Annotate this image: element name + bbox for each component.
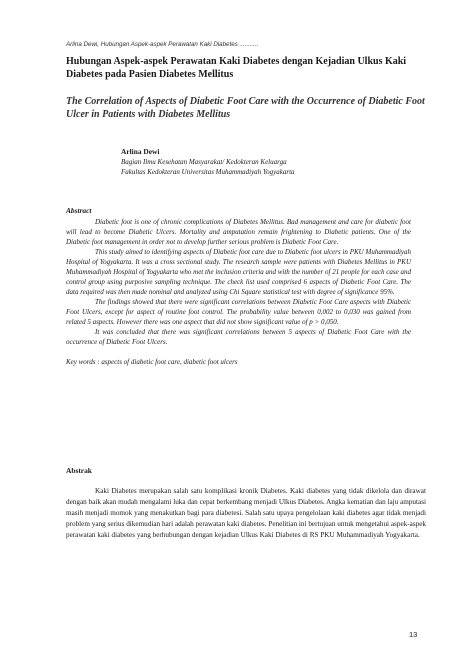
abstract-indonesian — [66, 466, 426, 541]
article-title-indonesian: Hubungan Aspek-aspek Perawatan Kaki Diabetes dengan Kejadian Ulkus Kaki Diabetes pada Pasien Diabetes Mellitus — [66, 56, 407, 80]
abstract-paragraph: The findings showed that there were significant correlations between Diabetic Foot Care aspects with Diabetic Foot Ulcers, except for aspect of routine foot control. The probability value between 0,002 to 0,030 was gained from related 5 aspects. However there was one aspect that did not show significant value of p > 0,050. — [66, 298, 411, 326]
author-affiliation-department: Bagian Ilmu Kesehatan Masyarakat/ Kedokteran Keluarga — [121, 158, 287, 166]
abstrak-heading: Abstrak — [66, 466, 92, 475]
author-block — [121, 147, 421, 177]
abstract-heading: Abstract — [66, 206, 92, 215]
abstract-english — [66, 206, 411, 367]
running-header: Arlina Dewi, Hubungan Aspek-aspek Perawatan Kaki Diabetes ........... — [66, 41, 259, 48]
page-number: 13 — [409, 630, 418, 639]
author-affiliation-faculty: Fakultas Kedokteran Universitas Muhammadiyah Yogyakarta — [121, 168, 295, 176]
abstract-paragraph: This study aimed to identifying aspects of Diabetic foot care due to Diabetic foot ulcers in PKU Muhammadiyah Hospital of Yogyakarta. It was a cross sectional study. The research sample were patients with Diabetes Mellitus in PKU Muhammadiyah Hospital of Yogyakarta who met the inclusion criteria and with the number of 21 people for each case and control group using purposive sampling technique. The check list used comprised 6 aspects of Diabetic Foot Care. The data required was then made nominal and analyzed using Chi Square statistical test with degree of significance 95%. — [66, 248, 411, 296]
keywords: Key words : aspects of diabetic foot care, diabetic foot ulcers — [66, 358, 238, 366]
author-name: Arlina Dewi — [121, 147, 160, 156]
abstrak-paragraph: Kaki Diabetes merupakan salah satu komplikasi kronik Diabetes. Kaki diabetes yang tidak dikelola dan dirawat dengan baik akan mudah mengalami luka dan cepat berkembang menjadi Ulkus Diabetes. Angka kematian dan laju amputasi masih menjadi momok yang menakutkan bagi para diabetesi. Salah satu upaya pengelolaan kaki diabetes agar tidak menjadi problem yang serius dikemudian hari adalah perawatan kaki diabetes. Penelitian ini bertujuan untuk mengetahui aspek-aspek perawatan kaki diabetes yang berhubungan dengan kejadian Ulkus Kaki Diabetes di RS PKU Muhammadiyah Yogyakarta. — [66, 487, 426, 539]
article-title-english: The Correlation of Aspects of Diabetic Foot Care with the Occurrence of Diabetic Foot Ulcer in Patients with Diabetes Mellitus — [66, 96, 425, 120]
abstract-paragraph: It was concluded that there was significant correlations between 5 aspects of Diabetic Foot Care with the occurrence of Diabetic Foot Ulcers. — [66, 328, 411, 346]
abstract-paragraph: Diabetic foot is one of chronic complications of Diabetes Mellitus. Bad management and care for diabetic foot will lead to become Diabetic Ulcers. Mortality and amputation remain frightening to Diabetic patients. One of the Diabetic foot management in order not to develop further serious problem is Diabetic Foot Care. — [66, 218, 411, 246]
